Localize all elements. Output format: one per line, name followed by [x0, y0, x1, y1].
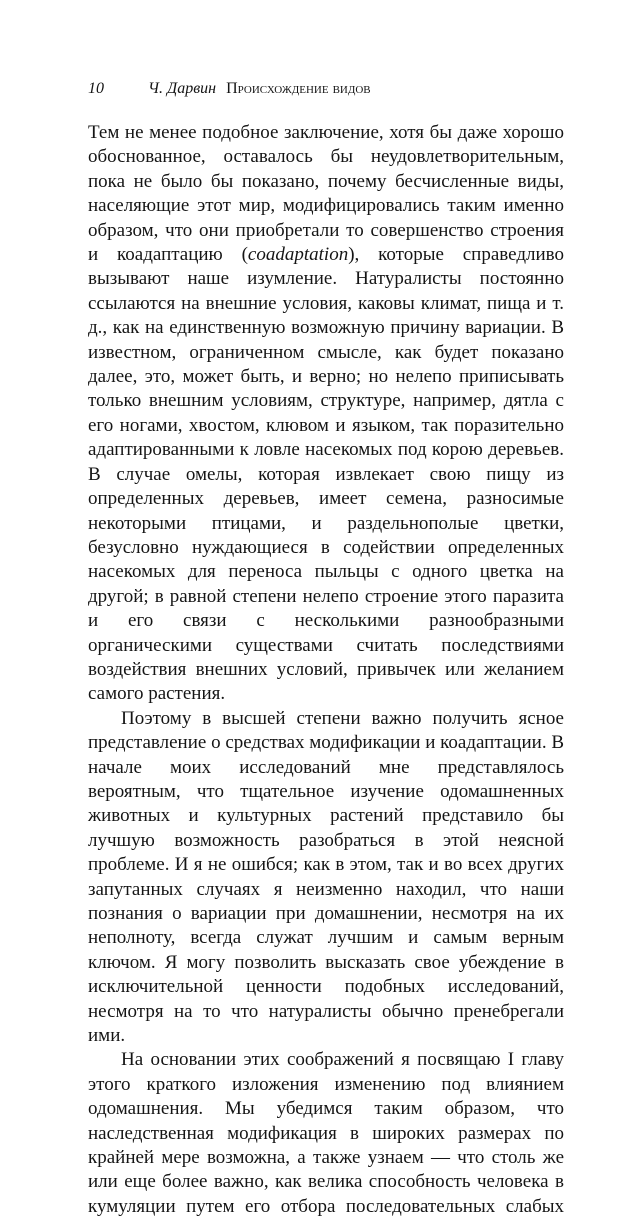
paragraph-2: Поэтому в высшей степени важно получить ясное представление о средствах модификации и коадаптации. В начале моих исследований мне представлялось вероятным, что тщательное изучение одомашненных животных и культурных растений представило бы лучшую возможность разобраться в этой неясной проблеме. И я не ошибся; как в этом, так и во всех других запутанных случаях я неизменно находил, что наши познания о вариации при домашнении, несмотря на их неполноту, всегда служат лучшим и самым верным ключом. Я могу позволить высказать свое убеждение в исключительной ценности подобных исследований, несмотря на то что натуралисты обычно пренебрегали ими. [88, 707, 564, 1047]
author-name: Ч. Дарвин [148, 80, 217, 97]
body-text [88, 121, 564, 1219]
paragraph-3: На основании этих соображений я посвящаю I главу этого краткого изложения изменению под влиянием одомашнения. Мы убедимся таким образом, что наследственная модификация в широких размерах по крайней мере возможна, а также узнаем — что столь же или еще более важно, как велика способность человека в кумуляции путем его отбора последовательных слабых [88, 1049, 564, 1217]
running-header [88, 78, 588, 100]
paragraph-1 [88, 121, 564, 707]
page-number: 10 [88, 80, 104, 97]
paragraph-1-text-end: ), которые справедливо вызывают наше изумление. Натуралисты постоянно ссылаются на внешние условия, каковы климат, пища и т. д., как на единственную возможную причину вариации. В известном, ограниченном смысле, как будет показано далее, это, может быть, и верно; но нелепо приписывать только внешним условиям, структуре, например, дятла с его ногами, хвостом, клювом и языком, так поразительно адаптированными к ловле насекомых под корою деревьев. В случае омелы, которая извлекает свою пищу из определенных деревьев, имеет семена, разносимые некоторыми птицами, и раздельнополые цветки, безусловно нуждающиеся в содействии определенных насекомых для переноса пыльцы с одного цветка на другой; в равной степени нелепо строение этого паразита и его связи с несколькими разнообразными органическими существами считать последствиями воздействия внешних условий, привычек или желанием самого растения. [88, 244, 564, 705]
book-title: Происхождение видов [226, 80, 371, 97]
paragraph-1-text-start: Тем не менее подобное заключение, хотя бы даже хорошо обоснованное, оставалось бы неудовлетворительным, пока не было бы показано, почему бесчисленные виды, населяющие этот мир, модифицировались таким именно образом, что они приобретали то совершенство строения и коадаптацию ( [88, 122, 564, 266]
coadaptation-term: coadaptation [247, 244, 349, 266]
